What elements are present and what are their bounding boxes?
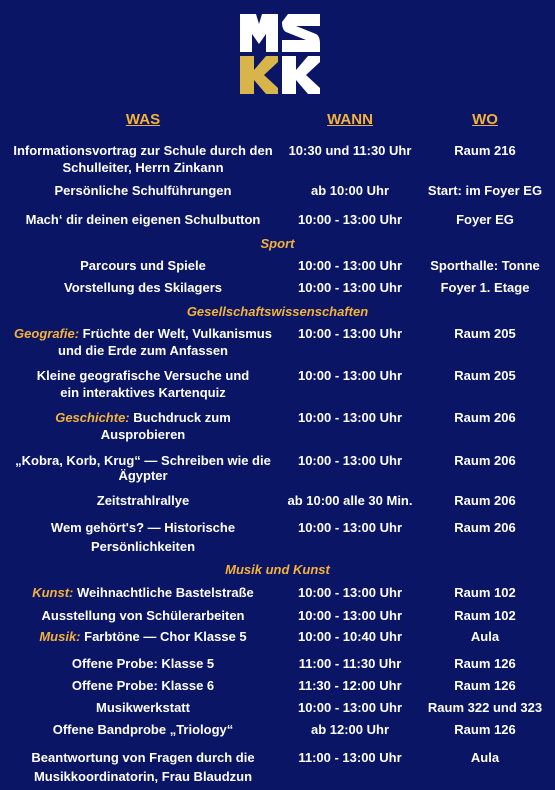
wo-cell: Aula <box>470 629 500 644</box>
wo-cell: Raum 102 <box>454 585 516 600</box>
wo-cell: Start: im Foyer EG <box>427 183 543 198</box>
was-line-2: Musikkoordinatorin, Frau Blaudzun <box>33 769 253 784</box>
wo-cell: Raum 206 <box>454 520 516 535</box>
was-cell <box>6 142 280 176</box>
header-wo: WO <box>472 111 498 128</box>
was-cell <box>6 584 280 601</box>
was-cell: Mach‘ dir deinen eigenen Schulbutton <box>25 212 261 227</box>
wo-cell: Raum 126 <box>454 678 516 693</box>
wo-cell: Raum 206 <box>454 493 516 508</box>
was-cell <box>6 409 280 443</box>
was-cell <box>6 628 280 645</box>
was-cell: Offene Bandprobe „Triology“ <box>52 722 234 737</box>
wann-cell: 10:00 - 13:00 Uhr <box>297 410 403 425</box>
wann-cell: 11:30 - 12:00 Uhr <box>298 678 402 693</box>
wann-cell: ab 10:00 alle 30 Min. <box>287 493 413 508</box>
was-cell: Parcours und Spiele <box>80 258 206 273</box>
wo-cell: Raum 205 <box>454 326 516 341</box>
subject-prefix: Geschichte: <box>55 410 130 425</box>
wann-cell: ab 10:00 Uhr <box>310 183 390 198</box>
subject-prefix: Geografie: <box>14 326 80 341</box>
section-gesellschaftswissenschaften: Gesellschaftswissenschaften <box>186 304 369 319</box>
wo-cell: Raum 206 <box>454 453 516 468</box>
was-line-1: Kleine geografische Versuche und <box>36 368 250 383</box>
was-line-1: Früchte der Welt, Vulkanismus <box>82 326 272 341</box>
wann-cell: 10:00 - 13:00 Uhr <box>297 608 403 623</box>
wann-cell: 10:00 - 13:00 Uhr <box>297 368 403 383</box>
was-cell <box>6 453 280 483</box>
wann-cell: ab 12:00 Uhr <box>310 722 390 737</box>
was-cell <box>6 748 280 786</box>
wann-cell: 10:30 und 11:30 Uhr <box>288 143 412 158</box>
wo-cell: Sporthalle: Tonne <box>430 258 540 273</box>
wo-cell: Raum 102 <box>454 608 516 623</box>
wann-cell: 10:00 - 13:00 Uhr <box>297 700 403 715</box>
wann-cell: 10:00 - 13:00 Uhr <box>297 280 403 295</box>
wo-cell: Foyer 1. Etage <box>440 280 530 295</box>
wo-cell: Raum 126 <box>454 722 516 737</box>
was-line-2: Schulleiter, Herrn Zinkann <box>62 160 224 175</box>
was-line-2: Persönlichkeiten <box>90 539 196 554</box>
wann-cell: 11:00 - 13:00 Uhr <box>298 750 402 765</box>
was-line-1: „Kobra, Korb, Krug“ — Schreiben wie die <box>15 453 271 468</box>
was-cell <box>6 518 280 556</box>
was-line-2: Ausprobieren <box>100 427 186 442</box>
was-line-1: Informationsvortrag zur Schule durch den <box>13 143 273 158</box>
wann-cell: 10:00 - 13:00 Uhr <box>297 453 403 468</box>
wann-cell: 10:00 - 13:00 Uhr <box>297 520 403 535</box>
was-cell <box>6 367 280 401</box>
wo-cell: Foyer EG <box>456 212 514 227</box>
header-was: WAS <box>125 111 161 128</box>
was-cell: Zeitstrahlrallye <box>96 493 190 508</box>
wo-cell: Raum 206 <box>454 410 516 425</box>
subject-prefix: Kunst: <box>32 585 74 600</box>
logo-s-icon <box>282 14 320 52</box>
section-musik-und-kunst: Musik und Kunst <box>225 562 330 577</box>
logo-k-gold-icon <box>240 56 278 94</box>
section-sport: Sport <box>260 236 295 251</box>
was-cell: Musikwerkstatt <box>96 700 190 715</box>
was-line-1: Wem gehört's? — Historische <box>50 520 236 535</box>
was-cell: Offene Probe: Klasse 6 <box>71 678 215 693</box>
logo-k-white-icon <box>282 56 320 94</box>
logo-m-icon <box>240 14 278 52</box>
was-cell: Vorstellung des Skilagers <box>64 280 222 295</box>
wann-cell: 11:00 - 11:30 Uhr <box>298 656 402 671</box>
wo-cell: Raum 216 <box>454 143 516 158</box>
was-line-1: Beantwortung von Fragen durch die <box>31 750 255 765</box>
wann-cell: 10:00 - 13:00 Uhr <box>297 212 403 227</box>
wann-cell: 10:00 - 10:40 Uhr <box>297 629 403 644</box>
was-line-2: ein interaktives Kartenquiz <box>60 385 226 400</box>
was-cell: Ausstellung von Schülerarbeiten <box>41 608 245 623</box>
subject-prefix: Musik: <box>39 629 81 644</box>
wo-cell: Raum 126 <box>454 656 516 671</box>
header-wann: WANN <box>327 111 373 128</box>
was-line-1: Weihnachtliche Bastelstraße <box>77 585 254 600</box>
wann-cell: 10:00 - 13:00 Uhr <box>297 585 403 600</box>
was-line-1: Farbtöne — Chor Klasse 5 <box>84 629 247 644</box>
wann-cell: 10:00 - 13:00 Uhr <box>297 326 403 341</box>
was-line-2: und die Erde zum Anfassen <box>58 343 228 358</box>
school-logo <box>240 14 322 96</box>
was-cell: Offene Probe: Klasse 5 <box>71 656 215 671</box>
was-cell <box>6 325 280 359</box>
wann-cell: 10:00 - 13:00 Uhr <box>297 258 403 273</box>
wo-cell: Aula <box>470 750 500 765</box>
was-line-1: Buchdruck zum <box>133 410 231 425</box>
wo-cell: Raum 205 <box>454 368 516 383</box>
was-line-2: Ägypter <box>118 468 168 483</box>
wo-cell: Raum 322 und 323 <box>427 700 543 715</box>
was-cell: Persönliche Schulführungen <box>54 183 232 198</box>
